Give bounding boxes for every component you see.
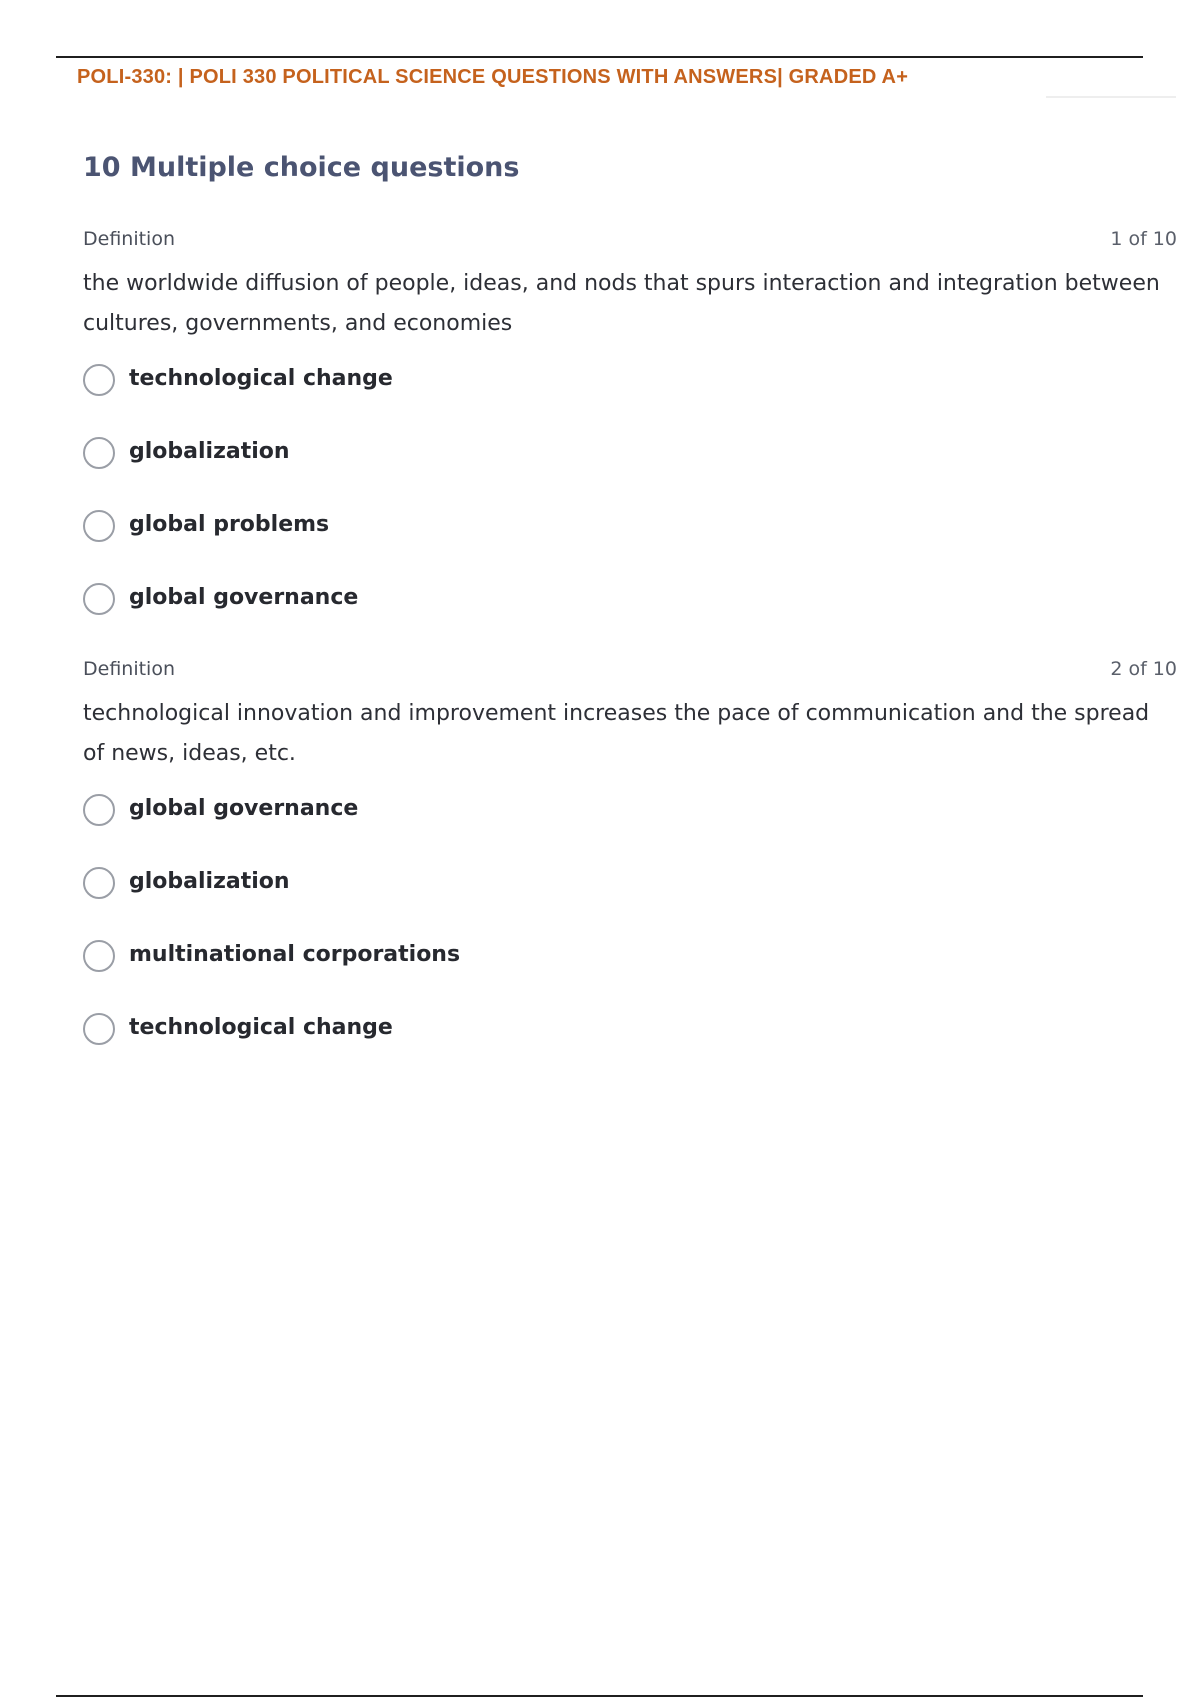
answer-option-label: technological change — [129, 1015, 393, 1040]
answer-option-label: globalization — [129, 869, 290, 894]
question-counter: 2 of 10 — [1110, 658, 1177, 680]
question-meta — [83, 228, 1177, 256]
answer-option-label: globalization — [129, 439, 290, 464]
top-divider — [56, 56, 1143, 58]
question-2 — [83, 658, 1177, 1086]
answer-option[interactable] — [83, 794, 1177, 867]
answer-option[interactable] — [83, 583, 1177, 656]
question-type-label: Definition — [83, 228, 176, 250]
question-meta — [83, 658, 1177, 686]
radio-button-icon[interactable] — [83, 583, 115, 615]
answer-option[interactable] — [83, 940, 1177, 1013]
radio-button-icon[interactable] — [83, 867, 115, 899]
answer-option[interactable] — [83, 510, 1177, 583]
answer-option-label: multinational corporations — [129, 942, 461, 967]
radio-button-icon[interactable] — [83, 437, 115, 469]
answer-options — [83, 364, 1177, 656]
question-counter: 1 of 10 — [1110, 228, 1177, 250]
radio-button-icon[interactable] — [83, 940, 115, 972]
radio-button-icon[interactable] — [83, 1013, 115, 1045]
answer-option[interactable] — [83, 867, 1177, 940]
radio-button-icon[interactable] — [83, 794, 115, 826]
answer-options — [83, 794, 1177, 1086]
question-type-label: Definition — [83, 658, 176, 680]
answer-option[interactable] — [83, 437, 1177, 510]
question-text: the worldwide diffusion of people, ideas, and nods that spurs interaction and integration between cultures, governments, and economies — [83, 271, 1160, 336]
answer-option-label: global governance — [129, 796, 359, 821]
answer-option[interactable] — [83, 1013, 1177, 1086]
faint-divider — [1046, 96, 1176, 98]
document-header: POLI-330: | POLI 330 POLITICAL SCIENCE QUESTIONS WITH ANSWERS| GRADED A+ — [77, 66, 909, 88]
quiz-title: 10 Multiple choice questions — [83, 152, 520, 183]
answer-option-label: global governance — [129, 585, 359, 610]
answer-option[interactable] — [83, 364, 1177, 437]
answer-option-label: global problems — [129, 512, 330, 537]
question-1 — [83, 228, 1177, 656]
bottom-divider — [56, 1695, 1143, 1697]
question-text: technological innovation and improvement increases the pace of communication and the spread of news, ideas, etc. — [83, 701, 1150, 766]
radio-button-icon[interactable] — [83, 364, 115, 396]
radio-button-icon[interactable] — [83, 510, 115, 542]
answer-option-label: technological change — [129, 366, 393, 391]
